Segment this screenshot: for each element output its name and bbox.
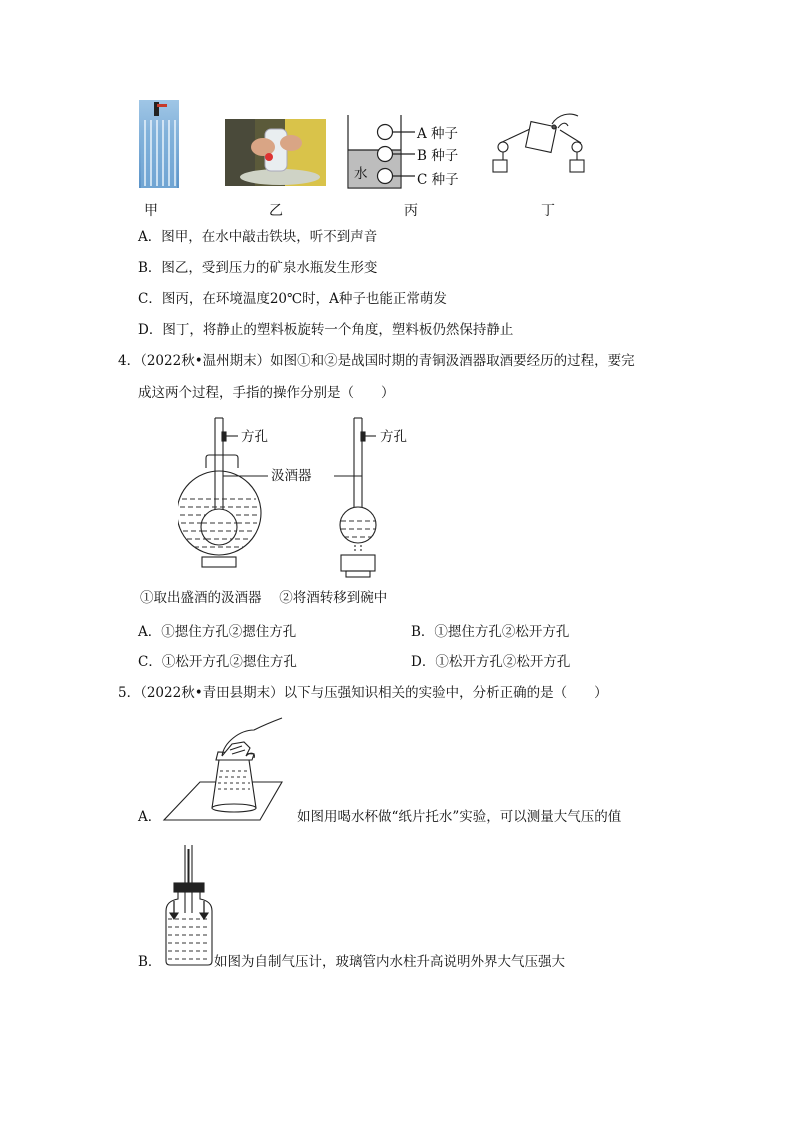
figure-ding-diagram — [488, 110, 593, 178]
figure-label-ding: 丁 — [541, 203, 555, 219]
q3-option-b[interactable]: B．图乙，受到压力的矿泉水瓶发生形变 — [138, 260, 378, 276]
q3-option-c[interactable]: C．图丙，在环境温度20℃时，A种子也能正常萌发 — [138, 291, 447, 307]
label-hole-1: 方孔 — [241, 429, 268, 445]
q3-option-a[interactable]: A．图甲，在水中敲击铁块，听不到声音 — [138, 229, 378, 245]
q5-option-a-label[interactable]: A． — [138, 809, 162, 825]
q4-stem-line1: 4．（2022秋•温州期末）如图①和②是战国时期的青铜汲酒器取酒要经历的过程，要完 — [118, 353, 635, 369]
q4-option-c[interactable]: C．①松开方孔②摁住方孔 — [138, 654, 297, 670]
q5-option-a-text[interactable]: 如图用喝水杯做“纸片托水”实验，可以测量大气压的值 — [297, 809, 622, 825]
figure-label-bing: 丙 — [404, 203, 418, 219]
q4-option-d[interactable]: D．①松开方孔②松开方孔 — [411, 654, 571, 670]
q5-option-b-label[interactable]: B． — [138, 954, 162, 970]
label-device: 汲酒器 — [271, 468, 312, 484]
q5-option-b-figure — [164, 843, 214, 967]
q5-option-a-figure — [162, 716, 287, 824]
seed-b-label: B 种子 — [417, 148, 459, 164]
seed-c-label: C 种子 — [417, 172, 459, 188]
water-label: 水 — [354, 166, 368, 182]
q4-figure-caption: ①取出盛酒的汲酒器 ②将酒转移到碗中 — [140, 590, 388, 606]
q3-option-d[interactable]: D．图丁，将静止的塑料板旋转一个角度，塑料板仍然保持静止 — [138, 322, 514, 338]
figure-jia-photo — [139, 100, 179, 188]
figure-yi-photo — [225, 119, 326, 186]
q4-option-b[interactable]: B．①摁住方孔②松开方孔 — [411, 624, 570, 640]
q5-stem: 5．（2022秋•青田县期末）以下与压强知识相关的实验中，分析正确的是（ ） — [118, 685, 608, 701]
q4-stem-line2: 成这两个过程，手指的操作分别是（ ） — [138, 385, 395, 401]
figure-label-yi: 乙 — [269, 203, 283, 219]
q4-jiujiuqi-diagram — [178, 413, 438, 593]
q4-option-a[interactable]: A．①摁住方孔②摁住方孔 — [138, 624, 297, 640]
q5-option-b-text[interactable]: 如图为自制气压计，玻璃管内水柱升高说明外界大气压强大 — [214, 954, 565, 970]
label-hole-2: 方孔 — [380, 429, 407, 445]
figure-label-jia: 甲 — [144, 203, 158, 219]
figure-bing-diagram — [345, 112, 470, 192]
seed-a-label: A 种子 — [417, 126, 459, 142]
